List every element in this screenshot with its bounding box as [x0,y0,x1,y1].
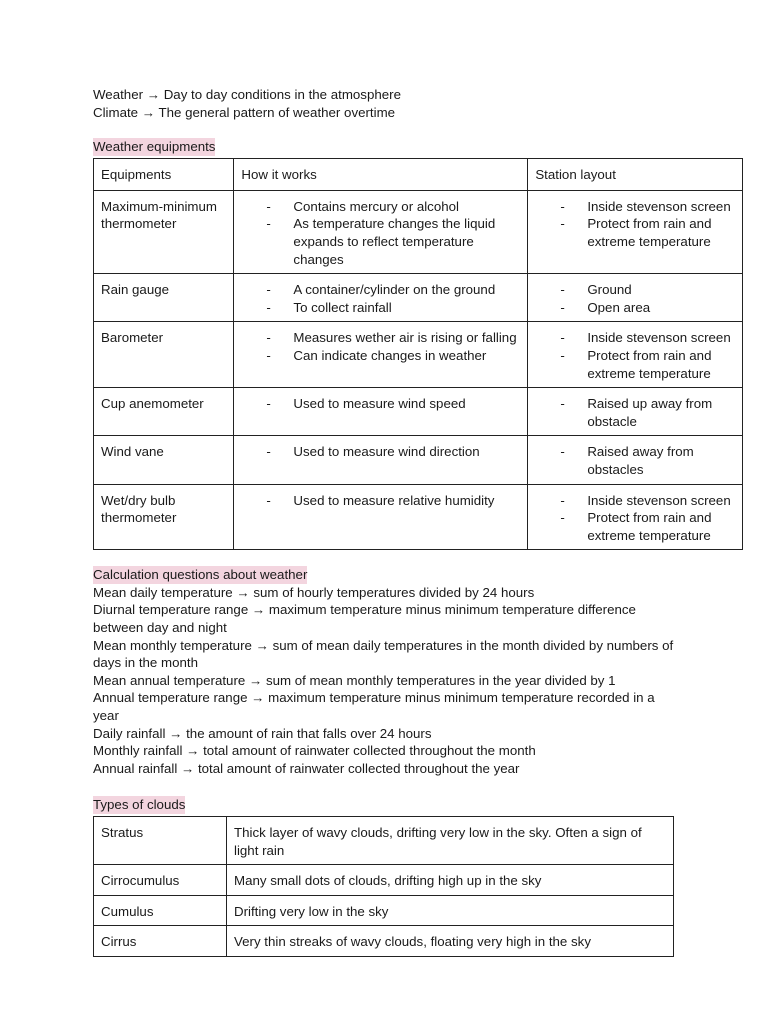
equipment-name: Wet/dry bulb thermometer [94,484,234,550]
layout-item: - Ground [560,281,735,299]
equipment-name: Rain gauge [94,274,234,322]
header-station-layout: Station layout [528,158,743,190]
table-row [94,274,743,322]
how-item: - Measures wether air is rising or falling [266,329,520,347]
calc-line: Mean monthly temperature → sum of mean daily temperatures in the month divided by numbers of days in the month [93,637,674,671]
cloud-description: Thick layer of wavy clouds, drifting very low in the sky. Often a sign of light rain [227,817,674,865]
cloud-type: Stratus [94,817,227,865]
cloud-type: Cirrus [94,926,227,957]
how-item: - Can indicate changes in weather [266,347,520,365]
table-row [94,436,743,484]
table-row [94,865,674,896]
clouds-heading: Types of clouds [93,797,186,813]
cloud-description: Many small dots of clouds, drifting high up in the sky [227,865,674,896]
how-item: - Used to measure wind speed [266,395,520,413]
cloud-description: Drifting very low in the sky [227,895,674,926]
calc-line: Mean annual temperature → sum of mean monthly temperatures in the year divided by 1 [93,672,616,688]
calc-line: Monthly rainfall → total amount of rainwater collected throughout the month [93,743,536,759]
layout-item: - Raised up away from obstacle [560,395,735,430]
layout-item: - Protect from rain and extreme temperature [560,509,735,544]
layout-item: - Inside stevenson screen [560,492,735,510]
calc-line: Annual temperature range → maximum temperature minus minimum temperature recorded in a year [93,690,655,724]
cloud-type: Cumulus [94,895,227,926]
equipment-table [93,158,743,551]
how-item: - As temperature changes the liquid expands to reflect temperature changes [266,215,520,268]
how-item: - Contains mercury or alcohol [266,198,520,216]
layout-item: - Protect from rain and extreme temperature [560,347,735,382]
layout-item: - Inside stevenson screen [560,198,735,216]
table-row [94,926,674,957]
layout-item: - Raised away from obstacles [560,443,735,478]
how-item: - A container/cylinder on the ground [266,281,520,299]
how-item: - Used to measure wind direction [266,443,520,461]
definition-weather: Weather → Day to day conditions in the atmosphere [93,87,401,102]
table-row [94,190,743,273]
cloud-description: Very thin streaks of wavy clouds, floating very high in the sky [227,926,674,957]
calc-line: Annual rainfall → total amount of rainwater collected throughout the year [93,760,520,776]
table-row [94,388,743,436]
calculations-heading: Calculation questions about weather [93,567,308,583]
layout-item: - Protect from rain and extreme temperature [560,215,735,250]
table-row [94,817,674,865]
equipment-name: Barometer [94,322,234,388]
equipment-name: Wind vane [94,436,234,484]
table-row [94,484,743,550]
calc-line: Daily rainfall → the amount of rain that falls over 24 hours [93,725,432,741]
equipment-name: Maximum-minimum thermometer [94,190,234,273]
definition-climate: Climate → The general pattern of weather overtime [93,104,396,120]
document-page [93,86,743,957]
cloud-type: Cirrocumulus [94,865,227,896]
equipment-heading: Weather equipments [93,139,216,155]
equipment-table-header [94,158,743,190]
layout-item: - Open area [560,299,735,317]
how-item: - To collect rainfall [266,299,520,317]
clouds-table [93,816,674,957]
table-row [94,895,674,926]
calc-line: Mean daily temperature → sum of hourly temperatures divided by 24 hours [93,584,535,600]
header-how-it-works: How it works [234,158,528,190]
calc-line: Diurnal temperature range → maximum temperature minus minimum temperature difference between day and night [93,602,636,636]
table-row [94,322,743,388]
equipment-name: Cup anemometer [94,388,234,436]
how-item: - Used to measure relative humidity [266,492,520,510]
header-equipments: Equipments [94,158,234,190]
layout-item: - Inside stevenson screen [560,329,735,347]
